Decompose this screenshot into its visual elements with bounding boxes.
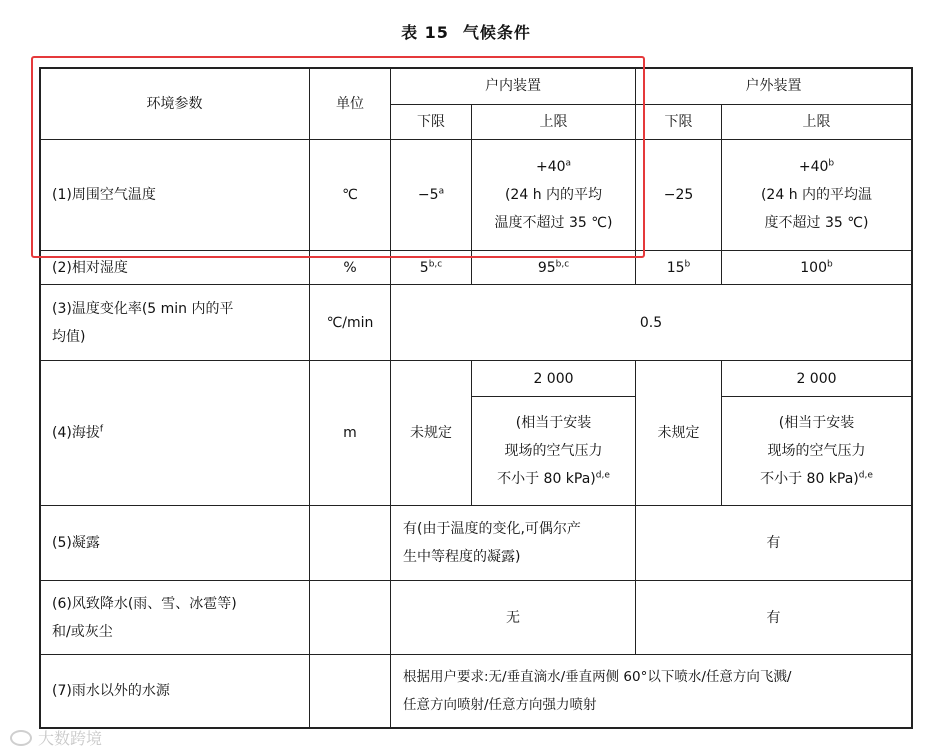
row1-indoor-lower: $-5^a$ (391, 140, 472, 251)
row3-value: 0.5 (391, 285, 912, 361)
row1-indoor-upper: $+40^a$ (24 h 内的平均 温度不超过 35 ℃) (472, 140, 636, 251)
header-outdoor: 户外装置 (636, 68, 912, 105)
watermark-logo-icon (10, 730, 32, 746)
row2-unit: % (310, 251, 391, 285)
header-outdoor-lower: 下限 (636, 105, 722, 140)
row7-value: 根据用户要求:无/垂直滴水/垂直两侧 60°以下喷水/任意方向飞溅/ 任意方向喷射/任意方向强力喷射 (391, 655, 912, 728)
row5-param: (5)凝露 (40, 506, 310, 581)
row6-unit (310, 581, 391, 655)
row2-param: (2)相对湿度 (40, 251, 310, 285)
row2-indoor-lower: 5$^{b,c}$ (391, 251, 472, 285)
row6-outdoor: 有 (636, 581, 912, 655)
table-name: 气候条件 (462, 23, 531, 42)
row7-unit (310, 655, 391, 728)
row4-outdoor-upper-note: (相当于安装 现场的空气压力 不小于 80 kPa)$^{d,e}$ (722, 397, 912, 506)
row2-outdoor-upper: 100$^b$ (722, 251, 912, 285)
row4-indoor-lower: 未规定 (391, 361, 472, 506)
row6-param: (6)风致降水(雨、雪、冰雹等) 和/或灰尘 (40, 581, 310, 655)
row2-outdoor-lower: 15$^b$ (636, 251, 722, 285)
row6-indoor: 无 (391, 581, 636, 655)
row5-unit (310, 506, 391, 581)
row4-param: (4)海拔$^f$ (40, 361, 310, 506)
table-title (0, 20, 932, 43)
row2-indoor-upper: 95$^{b,c}$ (472, 251, 636, 285)
row5-outdoor: 有 (636, 506, 912, 581)
row4-unit: m (310, 361, 391, 506)
row3-param: (3)温度变化率(5 min 内的平 均值) (40, 285, 310, 361)
watermark: 大数跨境 (10, 726, 102, 749)
header-indoor: 户内装置 (391, 68, 636, 105)
header-outdoor-upper: 上限 (722, 105, 912, 140)
row4-outdoor-lower: 未规定 (636, 361, 722, 506)
row1-outdoor-upper: $+40^b$ (24 h 内的平均温 度不超过 35 ℃) (722, 140, 912, 251)
row4-indoor-upper-note: (相当于安装 现场的空气压力 不小于 80 kPa)$^{d,e}$ (472, 397, 636, 506)
row5-indoor: 有(由于温度的变化,可偶尔产 生中等程度的凝露) (391, 506, 636, 581)
header-indoor-lower: 下限 (391, 105, 472, 140)
table-number: 表 15 (401, 23, 449, 42)
row4-indoor-upper-value: 2 000 (472, 361, 636, 397)
header-param: 环境参数 (40, 68, 310, 140)
row1-param: (1)周围空气温度 (40, 140, 310, 251)
row4-outdoor-upper-value: 2 000 (722, 361, 912, 397)
header-indoor-upper: 上限 (472, 105, 636, 140)
highlight-box (31, 56, 645, 258)
header-unit: 单位 (310, 68, 391, 140)
row1-outdoor-lower: −25 (636, 140, 722, 251)
row3-unit: ℃/min (310, 285, 391, 361)
row7-param: (7)雨水以外的水源 (40, 655, 310, 728)
row1-unit: ℃ (310, 140, 391, 251)
